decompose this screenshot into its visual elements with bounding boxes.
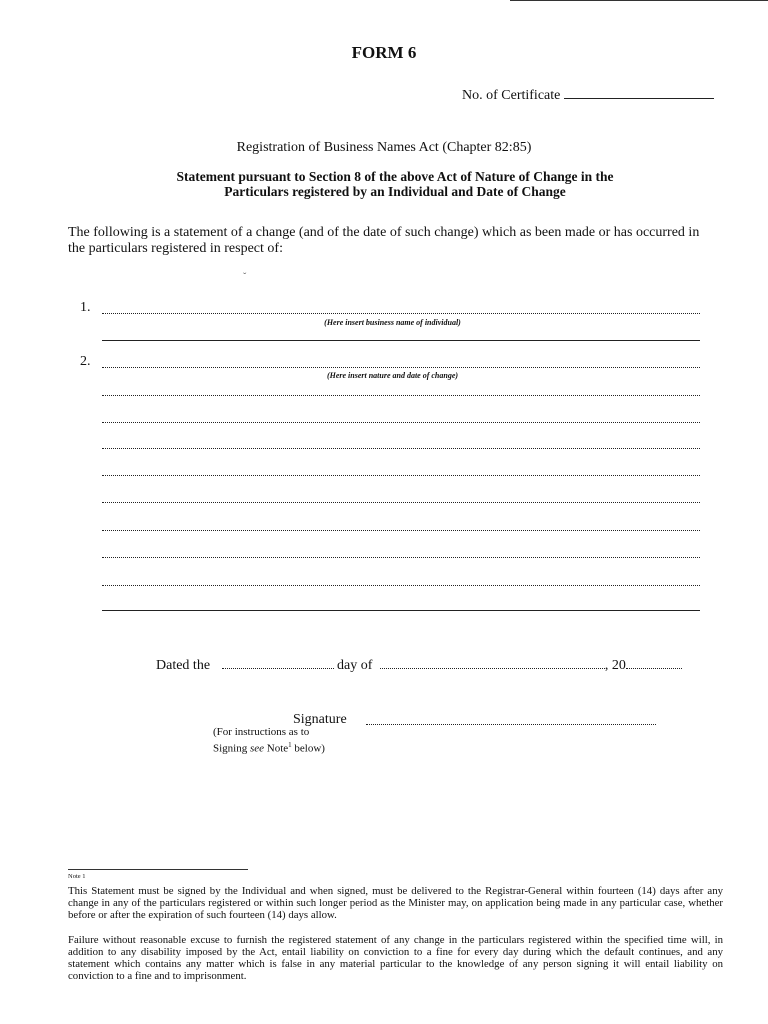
note-paragraph-1: This Statement must be signed by the Individual and when signed, must be delivered to the Registrar-General within fourteen (14) days after any change in any of the particulars registered or within such longer period as the Minister may, on application being made in any particular case, whether before or after the expiration of such fourteen (14) days allow. — [68, 885, 723, 921]
item-2-underline — [102, 610, 700, 611]
signature-instructions — [213, 726, 325, 756]
stray-mark: ˇ — [243, 272, 247, 283]
change-line[interactable] — [102, 557, 700, 558]
item-1-underline — [102, 340, 700, 341]
certificate-number-row — [462, 86, 714, 104]
signature-label: Signature — [293, 712, 347, 727]
signature-field[interactable] — [366, 724, 656, 725]
dated-label: Dated the — [156, 658, 211, 673]
instructions-superscript: 1 — [288, 741, 292, 749]
statement-heading-line2: Particulars registered by an Individual and Date of Change — [224, 184, 566, 199]
change-line[interactable] — [102, 395, 700, 396]
certificate-label: No. of Certificate — [462, 88, 561, 103]
statement-heading-line1: Statement pursuant to Section 8 of the above Act of Nature of Change in the — [176, 169, 614, 184]
month-field[interactable] — [380, 656, 605, 669]
change-line[interactable] — [102, 422, 700, 423]
certificate-number-field[interactable] — [564, 86, 714, 99]
change-line[interactable] — [102, 530, 700, 531]
item-2-number: 2. — [80, 354, 91, 369]
item-2-change-field[interactable] — [102, 367, 700, 368]
instructions-signing: Signing — [213, 742, 248, 755]
day-of-label: day of — [337, 658, 373, 673]
instructions-see: see — [249, 742, 265, 755]
top-border-line — [510, 0, 768, 1]
item-1-business-name-field[interactable] — [102, 313, 700, 314]
instructions-line2 — [213, 739, 325, 756]
instructions-below: below) — [294, 742, 325, 755]
year-field[interactable] — [626, 656, 682, 669]
item-2-hint: (Here insert nature and date of change) — [326, 371, 459, 380]
instructions-line1: (For instructions as to — [213, 726, 310, 738]
act-title: Registration of Business Names Act (Chapter 82:85) — [236, 140, 532, 155]
instructions-note: Note — [266, 742, 289, 755]
statement-heading — [100, 169, 690, 199]
change-line[interactable] — [102, 585, 700, 586]
change-line[interactable] — [102, 448, 700, 449]
change-line[interactable] — [102, 502, 700, 503]
item-1-number: 1. — [80, 300, 91, 315]
year-prefix: , 20 — [604, 658, 626, 673]
form-title: FORM 6 — [351, 43, 417, 62]
day-field[interactable] — [222, 656, 334, 669]
intro-paragraph: The following is a statement of a change (and of the date of such change) which as been made or has occurred in the particulars registered in respect of: — [68, 225, 700, 256]
dated-row — [156, 656, 682, 674]
change-line[interactable] — [102, 475, 700, 476]
footnote-rule — [68, 869, 248, 870]
note-label: Note 1 — [68, 873, 86, 880]
note-paragraph-2: Failure without reasonable excuse to furnish the registered statement of any change in the particulars registered within the specified time will, in addition to any disability imposed by the Act, entail liability on conviction to a fine for every day during which the default continues, and any statement which contains any matter which is false in any material particular to the knowledge of any person signing it will entail liability on conviction to a fine and to imprisonment. — [68, 934, 723, 982]
item-1-hint: (Here insert business name of individual) — [324, 318, 461, 327]
